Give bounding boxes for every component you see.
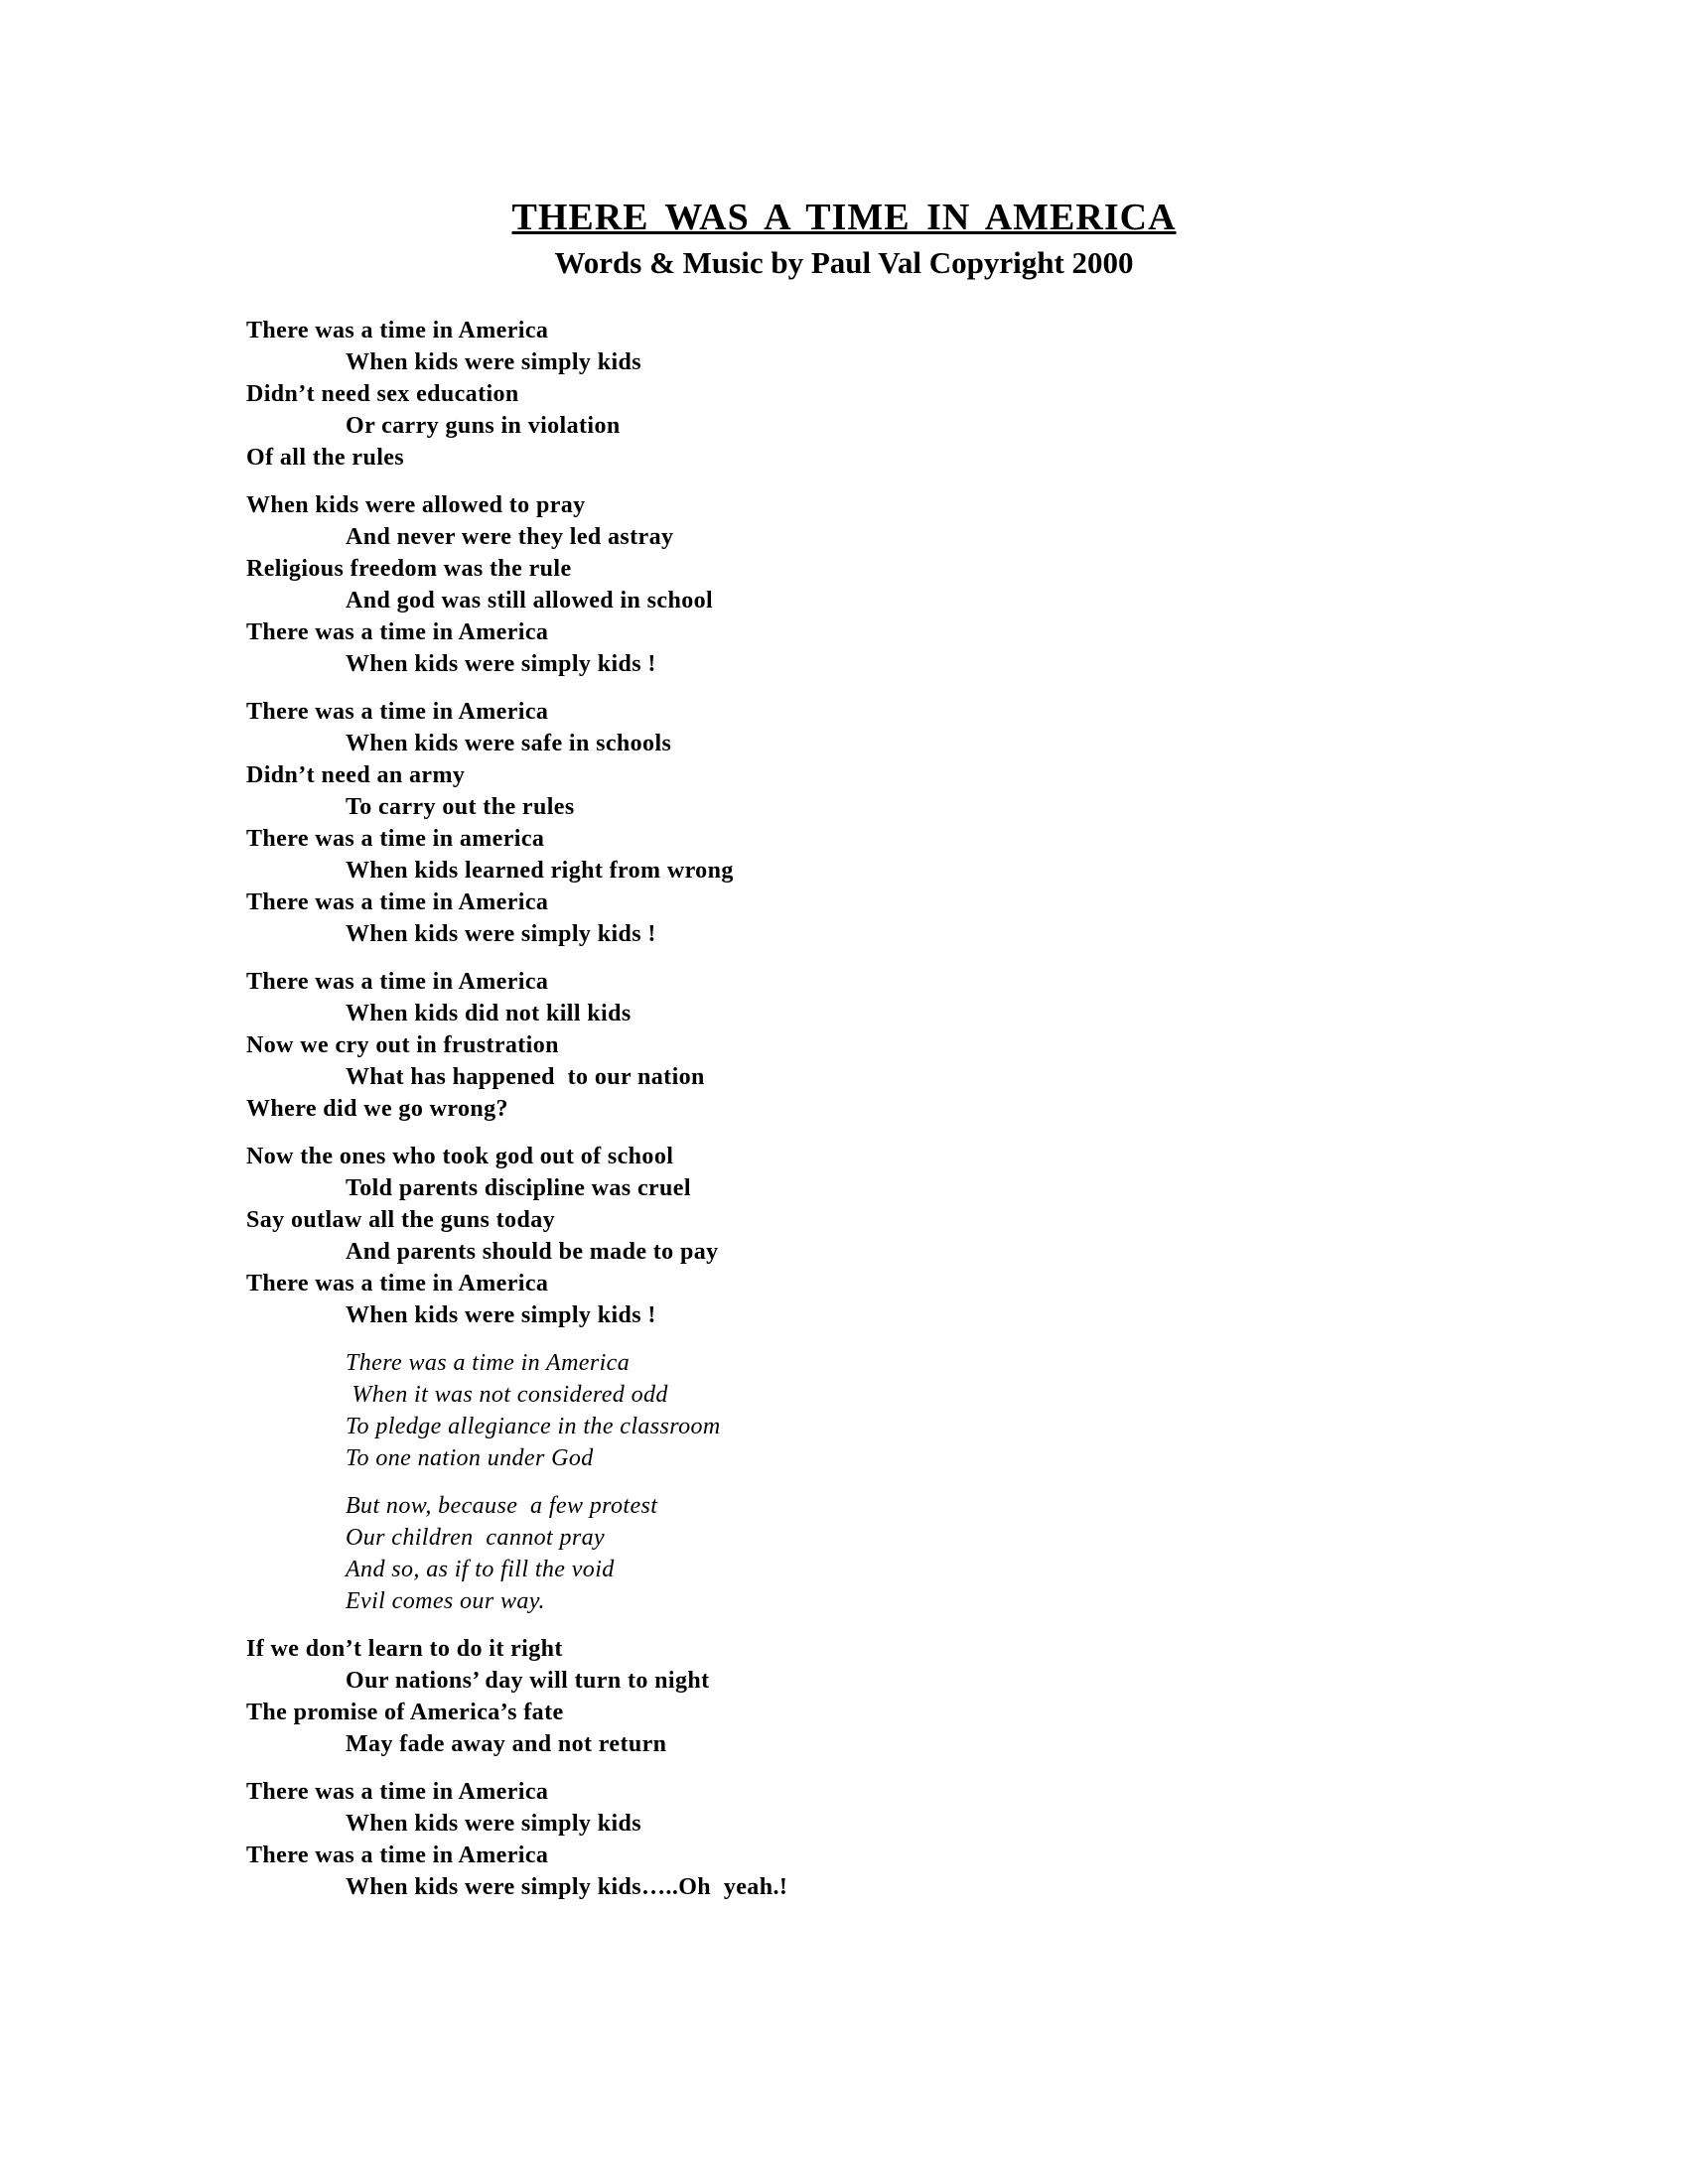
stanza bbox=[246, 1141, 1438, 1331]
lyric-line: And god was still allowed in school bbox=[346, 588, 714, 614]
stanza bbox=[246, 1490, 1438, 1617]
lyric-line: And so, as if to fill the void bbox=[346, 1557, 615, 1582]
lyric-line: There was a time in America bbox=[246, 1779, 549, 1805]
lyric-line: There was a time in America bbox=[346, 1350, 631, 1376]
lyric-line: What has happened to our nation bbox=[346, 1064, 705, 1090]
lyric-line: There was a time in America bbox=[246, 1843, 549, 1868]
lyric-line: Didn’t need an army bbox=[246, 762, 466, 788]
lyric-line: Now we cry out in frustration bbox=[246, 1032, 559, 1058]
stanza bbox=[246, 1347, 1438, 1474]
lyric-line: And never were they led astray bbox=[346, 524, 674, 550]
lyric-line: To carry out the rules bbox=[346, 794, 575, 820]
lyric-line: There was a time in America bbox=[246, 889, 549, 915]
stanza bbox=[246, 489, 1438, 680]
lyric-line: When kids were simply kids ! bbox=[346, 921, 656, 947]
lyric-line: When kids were simply kids bbox=[346, 1811, 642, 1837]
song-credits: Words & Music by Paul Val Copyright 2000 bbox=[554, 245, 1134, 280]
lyric-line: When kids were simply kids ! bbox=[346, 1302, 656, 1328]
lyric-line: When kids did not kill kids bbox=[346, 1001, 632, 1026]
lyric-line: Say outlaw all the guns today bbox=[246, 1207, 555, 1233]
lyric-line: There was a time in America bbox=[246, 619, 549, 645]
lyric-line: When kids were simply kids ! bbox=[346, 651, 656, 677]
lyric-line: When kids were simply kids bbox=[346, 349, 642, 375]
lyric-line: Didn’t need sex education bbox=[246, 381, 519, 407]
lyric-line: Of all the rules bbox=[246, 445, 405, 471]
lyric-line: Now the ones who took god out of school bbox=[246, 1144, 674, 1169]
lyric-line: But now, because a few protest bbox=[346, 1493, 658, 1519]
lyric-line: Religious freedom was the rule bbox=[246, 556, 572, 582]
lyric-line: When kids were simply kids…..Oh yeah.! bbox=[346, 1874, 788, 1900]
lyric-line: May fade away and not return bbox=[346, 1731, 667, 1757]
lyric-line: Our children cannot pray bbox=[346, 1525, 606, 1551]
lyric-line: There was a time in America bbox=[246, 969, 549, 995]
lyric-line: There was a time in America bbox=[246, 699, 549, 725]
lyric-line: Told parents discipline was cruel bbox=[346, 1175, 691, 1201]
lyric-line: When kids learned right from wrong bbox=[346, 858, 734, 884]
lyric-line: Or carry guns in violation bbox=[346, 413, 621, 439]
lyric-line: When kids were safe in schools bbox=[346, 731, 672, 756]
lyric-line: Evil comes our way. bbox=[346, 1588, 545, 1614]
lyric-line: There was a time in America bbox=[246, 1271, 549, 1297]
lyric-line: Where did we go wrong? bbox=[246, 1096, 508, 1122]
lyric-line: If we don’t learn to do it right bbox=[246, 1636, 563, 1662]
lyric-line: There was a time in America bbox=[246, 318, 549, 343]
lyric-line: To pledge allegiance in the classroom bbox=[346, 1414, 721, 1439]
stanza bbox=[246, 696, 1438, 950]
lyric-line: There was a time in america bbox=[246, 826, 545, 852]
lyric-line: Our nations’ day will turn to night bbox=[346, 1668, 710, 1694]
lyric-line: When kids were allowed to pray bbox=[246, 492, 586, 518]
lyric-line: To one nation under God bbox=[346, 1445, 594, 1471]
lyrics-body bbox=[246, 315, 1438, 1919]
song-title bbox=[0, 195, 1688, 240]
stanza bbox=[246, 1776, 1438, 1903]
stanza bbox=[246, 966, 1438, 1125]
song-title-text: THERE WAS A TIME IN AMERICA bbox=[511, 197, 1177, 238]
stanza bbox=[246, 315, 1438, 474]
lyric-line: The promise of America’s fate bbox=[246, 1700, 564, 1725]
lyric-line: And parents should be made to pay bbox=[346, 1239, 719, 1265]
stanza bbox=[246, 1633, 1438, 1760]
lyric-line: When it was not considered odd bbox=[346, 1382, 668, 1408]
